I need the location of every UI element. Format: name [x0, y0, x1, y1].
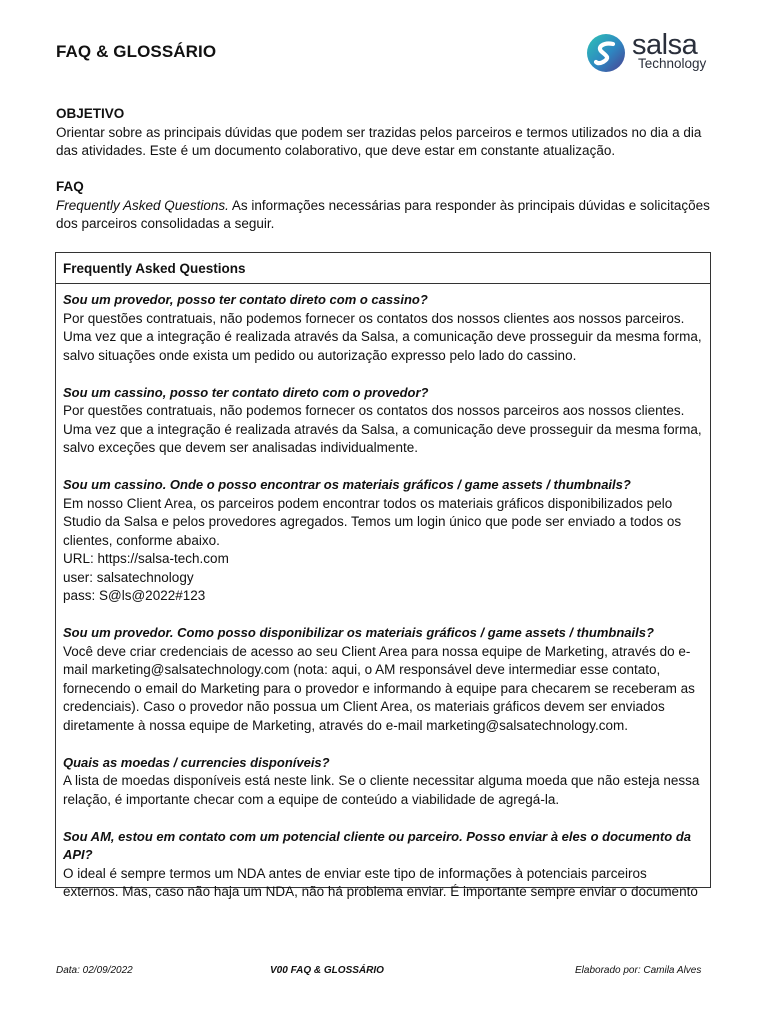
faq-answer-line: Por questões contratuais, não podemos fornecer os contatos dos nossos clientes aos nossos parceiros. Uma vez que a integração é realizada através da Salsa, a comunicação deve prosseguir da mesma forma, salvo situações onde exista um pedido ou autorização expresso pelo lado do cassino.	[63, 310, 702, 363]
objetivo-text: Orientar sobre as principais dúvidas que podem ser trazidas pelos parceiros e termos utilizados no dia a dia das atividades. Este é um documento colaborativo, que deve estar em constante atualização.	[56, 124, 702, 158]
faq-intro-text	[56, 197, 716, 234]
faq-intro-body: As informações necessárias para responder às principais dúvidas e solicitações dos parceiros consolidadas a seguir.	[56, 197, 710, 231]
faq-question: Sou AM, estou em contato com um potencial cliente ou parceiro. Posso enviar à eles o documento da API?	[63, 828, 691, 862]
page-title: FAQ & GLOSSÁRIO	[56, 42, 217, 61]
faq-question: Sou um cassino. Onde o posso encontrar os materiais gráficos / game assets / thumbnails?	[63, 477, 631, 492]
faq-item	[63, 754, 702, 810]
footer-doc-version: V00 FAQ & GLOSSÁRIO	[270, 965, 384, 976]
salsa-technology-logo	[586, 31, 718, 75]
faq-item	[63, 476, 702, 606]
faq-item	[63, 624, 702, 735]
faq-item	[63, 291, 702, 365]
footer-author: Elaborado por: Camila Alves	[575, 965, 702, 976]
faq-item	[63, 384, 702, 458]
faq-answer	[63, 643, 702, 736]
faq-answer-line: Por questões contratuais, não podemos fornecer os contatos dos nossos parceiros aos nossos clientes. Uma vez que a integração é realizada através da Salsa, a comunicação deve prosseguir da mesma forma, salvo exceções que devem ser analisadas individualmente.	[63, 403, 702, 455]
faq-intro-section	[56, 178, 716, 234]
faq-table-header: Frequently Asked Questions	[56, 253, 710, 284]
faq-answer-line: O ideal é sempre termos um NDA antes de enviar este tipo de informações à potenciais parceiros externos. Mas, caso não haja um NDA, não há problema enviar. É importante sempre enviar o documento	[63, 865, 698, 899]
faq-answer-line: Você deve criar credenciais de acesso ao seu Client Area para nossa equipe de Marketing, através do e-mail marketing@salsatechnology.com (nota: aqui, o AM responsável deve intermediar esse contato, fornecendo o email do Marketing para o provedor e informando à equipe para checarem se receberam as credenciais). Caso o provedor não possua um Client Area, os materiais gráficos devem ser enviados diretamente à nossa equipe de Marketing, através do e-mail marketing@salsatechnology.com.	[63, 643, 695, 733]
logo-subtitle: Technology	[638, 56, 707, 71]
faq-answer	[63, 865, 702, 902]
faq-table	[55, 252, 711, 899]
faq-question: Sou um cassino, posso ter contato direto com o provedor?	[63, 384, 429, 400]
faq-item	[63, 828, 702, 902]
faq-question: Sou um provedor, posso ter contato direto com o cassino?	[63, 292, 428, 307]
faq-answer-url: URL: https://salsa-tech.com	[63, 551, 229, 566]
faq-heading: FAQ	[56, 179, 84, 194]
faq-question: Quais as moedas / currencies disponíveis?	[63, 754, 330, 770]
faq-table-body	[56, 284, 710, 902]
objetivo-heading: OBJETIVO	[56, 106, 125, 121]
faq-answer-pass: pass: S@ls@2022#123	[63, 588, 206, 603]
faq-answer	[63, 772, 702, 809]
objetivo-section	[56, 105, 716, 161]
footer-date: Data: 02/09/2022	[56, 965, 133, 976]
faq-answer	[63, 402, 702, 458]
faq-question: Sou um provedor. Como posso disponibilizar os materiais gráficos / game assets / thumbnails?	[63, 625, 654, 640]
faq-answer-line: A lista de moedas disponíveis está neste link. Se o cliente necessitar alguma moeda que não esteja nessa relação, é importante checar com a equipe de conteúdo a viabilidade de agregá-la.	[63, 773, 700, 807]
faq-answer-line: Em nosso Client Area, os parceiros podem encontrar todos os materiais gráficos disponibilizados pelo Studio da Salsa e pelos provedores agregados. Temos um login único que pode ser enviado a todos os clientes, conforme abaixo.	[63, 495, 682, 548]
faq-answer	[63, 495, 702, 606]
faq-answer	[63, 310, 702, 366]
faq-intro-italic: Frequently Asked Questions.	[56, 197, 229, 213]
faq-answer-user: user: salsatechnology	[63, 569, 194, 585]
logo-word: salsa	[632, 29, 698, 61]
salsa-logo-icon	[586, 32, 628, 74]
